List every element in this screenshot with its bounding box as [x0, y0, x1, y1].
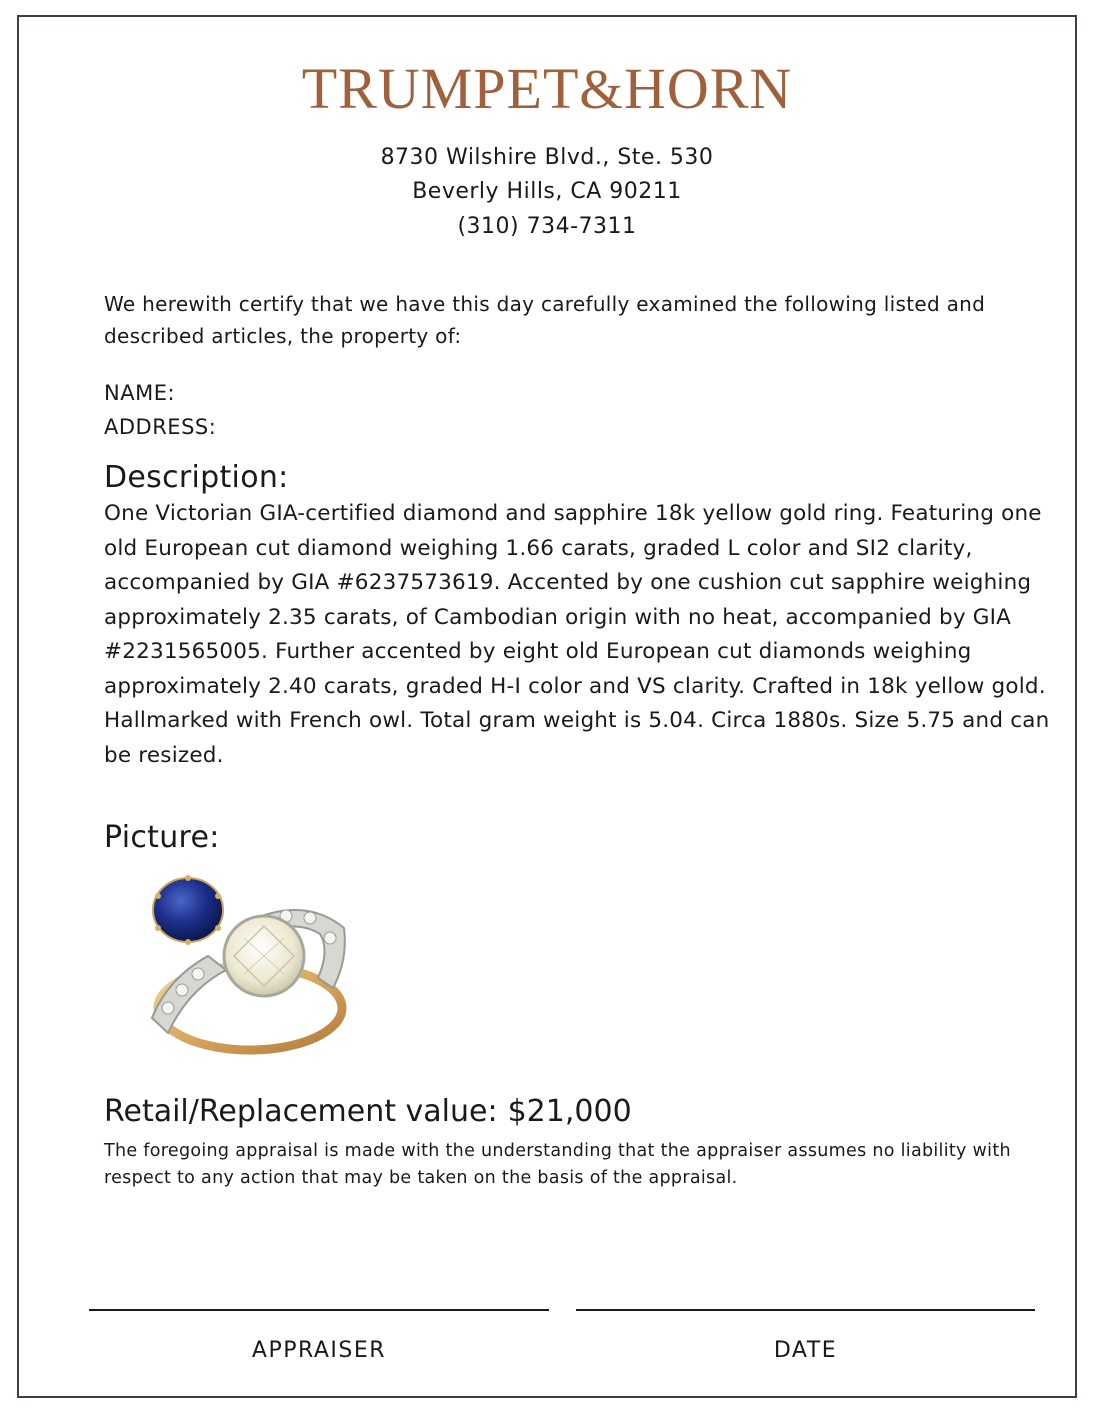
description-heading: Description:	[104, 460, 289, 495]
brand-ampersand: &	[579, 59, 624, 121]
disclaimer-text: The foregoing appraisal is made with the understanding that the appraiser assumes no liability with respect to any action that may be taken on the basis of the appraisal.	[104, 1141, 1011, 1188]
appraiser-signature-line	[89, 1309, 549, 1311]
date-signature-line	[576, 1309, 1035, 1311]
appraiser-label: APPRAISER	[251, 1338, 387, 1363]
valuation-label: Retail/Replacement value:	[104, 1094, 498, 1129]
address-city: Beverly Hills, CA 90211	[412, 179, 682, 204]
address-street: 8730 Wilshire Blvd., Ste. 530	[380, 145, 714, 170]
ring-image	[138, 868, 354, 1058]
brand-name-part1: TRUMPET	[301, 56, 580, 121]
brand-name-part2: HORN	[623, 56, 793, 121]
date-label: DATE	[773, 1338, 838, 1363]
description-text: One Victorian GIA-certified diamond and sapphire 18k yellow gold ring. Featuring one old European cut diamond weighing 1.66 carats, graded L color and SI2 clarity, accompanied by GIA #6237573619. Accented by one cushion cut sapphire weighing approximately 2.35 carats, of Cambodian origin with no heat, accompanied by GIA #2231565005. Further accented by eight old European cut diamonds weighing approximately 2.40 carats, graded H-I color and VS clarity. Crafted in 18k yellow gold. Hallmarked with French owl. Total gram weight is 5.04. Circa 1880s. Size 5.75 and can be resized.	[104, 501, 1050, 768]
brand-logo	[0, 56, 1094, 121]
valuation-amount: $21,000	[507, 1094, 632, 1129]
picture-heading: Picture:	[104, 820, 220, 855]
name-field-label: NAME:	[104, 381, 176, 405]
certification-statement: We herewith certify that we have this day carefully examined the following listed and described articles, the property of:	[104, 292, 986, 348]
valuation-row	[104, 1092, 1064, 1132]
address-phone: (310) 734-7311	[457, 214, 637, 239]
address-field-label: ADDRESS:	[104, 415, 217, 439]
